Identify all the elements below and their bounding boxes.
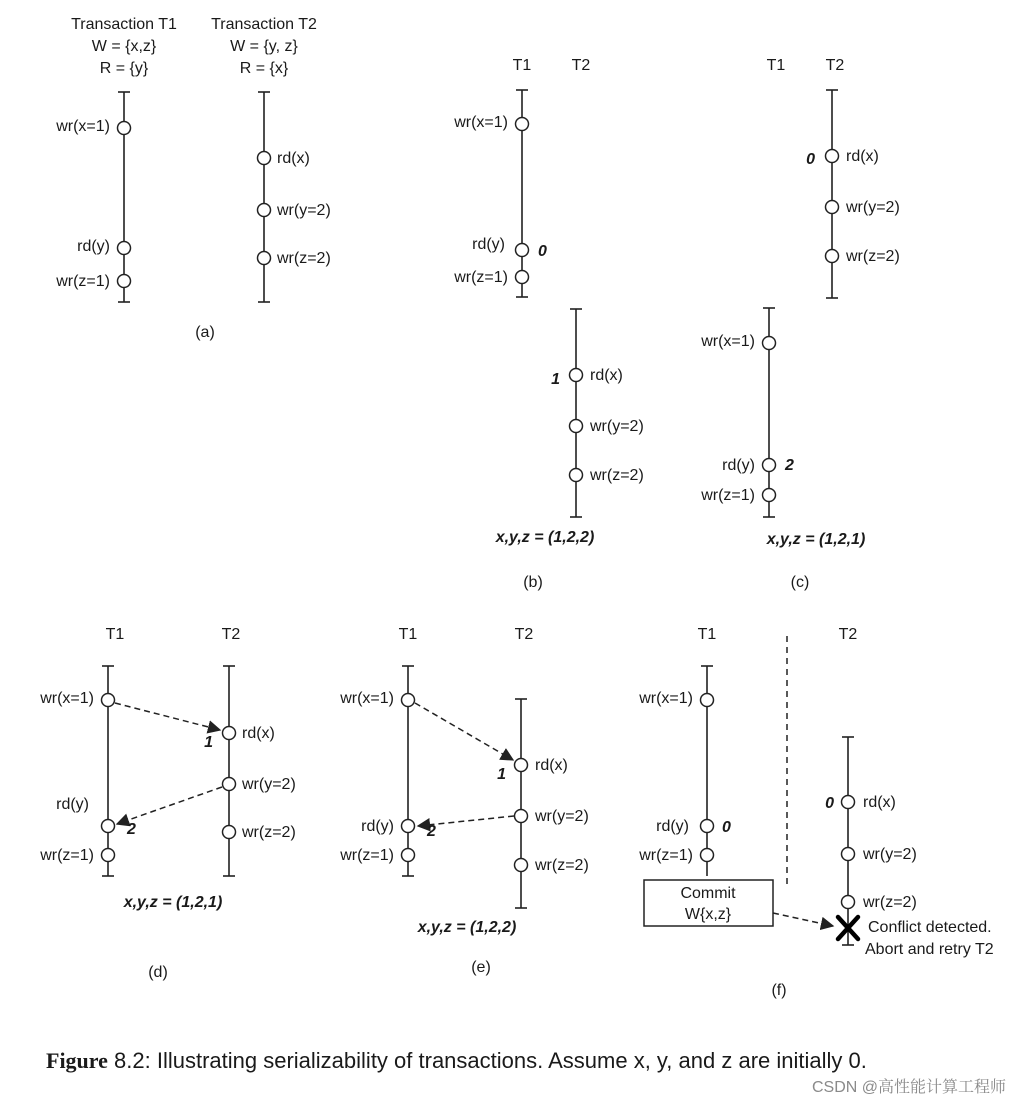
final-state: x,y,z = (1,2,1) — [766, 531, 866, 548]
t2-header: T2 — [571, 57, 591, 74]
t1-op-node — [118, 122, 131, 135]
t2-op-node — [223, 826, 236, 839]
op-label: wr(z=1) — [340, 847, 394, 864]
op-label: rd(x) — [846, 148, 879, 165]
panel-label: (c) — [790, 574, 810, 591]
op-label: wr(z=2) — [277, 250, 331, 267]
t1-op-node — [701, 694, 714, 707]
read-value: 2 — [785, 457, 794, 474]
t2-header: T2 — [221, 626, 241, 643]
panel-b — [453, 57, 644, 591]
t2-op-node — [258, 204, 271, 217]
t2-op-node — [570, 369, 583, 382]
op-label: wr(z=2) — [590, 467, 644, 484]
op-label: wr(y=2) — [242, 776, 296, 793]
t1-op-node — [102, 849, 115, 862]
t2-header: T2 — [825, 57, 845, 74]
panel-label: (d) — [148, 964, 168, 981]
dependency-arrow — [117, 787, 222, 824]
op-label: rd(x) — [535, 757, 568, 774]
t2-op-node — [223, 778, 236, 791]
op-label: rd(y) — [56, 796, 89, 813]
panel-d — [39, 626, 296, 981]
t1-title: Transaction T1 — [71, 16, 177, 33]
op-label: wr(z=2) — [535, 857, 589, 874]
op-label: wr(y=2) — [846, 199, 900, 216]
t1-op-node — [701, 849, 714, 862]
op-label: wr(y=2) — [535, 808, 589, 825]
op-label: wr(x=1) — [40, 690, 94, 707]
conflict-label: Conflict detected. — [868, 919, 992, 936]
op-label: rd(x) — [863, 794, 896, 811]
op-label: wr(z=2) — [242, 824, 296, 841]
t1-op-node — [516, 271, 529, 284]
op-label: rd(y) — [472, 236, 505, 253]
t2-op-node — [842, 896, 855, 909]
figure-label: Figure — [46, 1048, 108, 1073]
t2-op-node — [570, 420, 583, 433]
op-label: rd(y) — [361, 818, 394, 835]
panel-label: (b) — [523, 574, 543, 591]
op-label: rd(y) — [656, 818, 689, 835]
t2-op-node — [223, 727, 236, 740]
op-label: wr(z=1) — [701, 487, 755, 504]
t1-op-node — [402, 820, 415, 833]
op-label: wr(z=2) — [846, 248, 900, 265]
op-label: wr(x=1) — [701, 333, 755, 350]
t2-read-set: R = {x} — [239, 60, 289, 77]
op-label: rd(x) — [242, 725, 275, 742]
op-label: wr(z=1) — [56, 273, 110, 290]
conflict-action: Abort and retry T2 — [865, 941, 994, 958]
panel-label: (a) — [195, 324, 215, 341]
op-label: wr(z=1) — [40, 847, 94, 864]
dependency-arrow — [415, 703, 513, 760]
watermark: CSDN @高性能计算工程师 — [811, 1079, 1006, 1096]
op-label: rd(y) — [722, 457, 755, 474]
t1-write-set: W = {x,z} — [91, 38, 157, 55]
t2-op-node — [258, 252, 271, 265]
t1-op-node — [763, 337, 776, 350]
read-value: 0 — [538, 243, 547, 260]
t1-op-node — [118, 275, 131, 288]
op-label: rd(y) — [77, 238, 110, 255]
op-label: wr(z=2) — [863, 894, 917, 911]
op-label: wr(x=1) — [639, 690, 693, 707]
t1-op-node — [118, 242, 131, 255]
t1-op-node — [402, 849, 415, 862]
t1-op-node — [763, 459, 776, 472]
final-state: x,y,z = (1,2,2) — [495, 529, 595, 546]
t2-op-node — [826, 201, 839, 214]
op-label: wr(y=2) — [277, 202, 331, 219]
read-value: 2 — [427, 823, 436, 840]
t2-title: Transaction T2 — [211, 16, 317, 33]
t1-header: T1 — [697, 626, 717, 643]
op-label: wr(y=2) — [863, 846, 917, 863]
op-label: rd(x) — [277, 150, 310, 167]
t1-op-node — [516, 118, 529, 131]
panel-c — [700, 57, 900, 591]
t2-op-node — [258, 152, 271, 165]
t2-op-node — [515, 859, 528, 872]
t2-op-node — [826, 150, 839, 163]
read-value: 0 — [806, 151, 815, 168]
t2-op-node — [842, 796, 855, 809]
t2-op-node — [570, 469, 583, 482]
op-label: wr(x=1) — [56, 118, 110, 135]
read-value: 1 — [497, 766, 506, 783]
read-value: 1 — [551, 371, 560, 388]
commit-write-set: W{x,z} — [684, 906, 732, 923]
op-label: rd(x) — [590, 367, 623, 384]
read-value: 1 — [204, 734, 213, 751]
t1-header: T1 — [766, 57, 786, 74]
t1-op-node — [102, 694, 115, 707]
panel-label: (e) — [471, 959, 491, 976]
t1-op-node — [402, 694, 415, 707]
caption-text: 8.2: Illustrating serializability of transactions. Assume x, y, and z are initially 0. — [107, 1048, 867, 1073]
t1-op-node — [516, 244, 529, 257]
t2-op-node — [515, 759, 528, 772]
op-label: wr(y=2) — [590, 418, 644, 435]
t1-header: T1 — [512, 57, 532, 74]
final-state: x,y,z = (1,2,2) — [417, 919, 517, 936]
op-label: wr(z=1) — [454, 269, 508, 286]
t2-header: T2 — [838, 626, 858, 643]
conflict-arrow — [773, 913, 833, 926]
t2-op-node — [842, 848, 855, 861]
op-label: wr(x=1) — [340, 690, 394, 707]
read-value: 0 — [722, 819, 731, 836]
t1-op-node — [763, 489, 776, 502]
t2-op-node — [826, 250, 839, 263]
op-label: wr(z=1) — [639, 847, 693, 864]
panel-e — [339, 626, 589, 976]
t1-op-node — [701, 820, 714, 833]
final-state: x,y,z = (1,2,1) — [123, 894, 223, 911]
t2-op-node — [515, 810, 528, 823]
commit-label: Commit — [680, 885, 736, 902]
dependency-arrow — [115, 703, 220, 730]
panel-label: (f) — [771, 982, 787, 999]
op-label: wr(x=1) — [454, 114, 508, 131]
t1-header: T1 — [105, 626, 125, 643]
t1-header: T1 — [398, 626, 418, 643]
panel-a — [55, 16, 331, 341]
read-value: 2 — [127, 821, 136, 838]
t1-op-node — [102, 820, 115, 833]
figure-caption — [46, 1048, 867, 1073]
t2-write-set: W = {y, z} — [230, 38, 298, 55]
panel-f — [638, 626, 994, 999]
t2-header: T2 — [514, 626, 534, 643]
read-value: 0 — [825, 795, 834, 812]
t1-read-set: R = {y} — [99, 60, 149, 77]
